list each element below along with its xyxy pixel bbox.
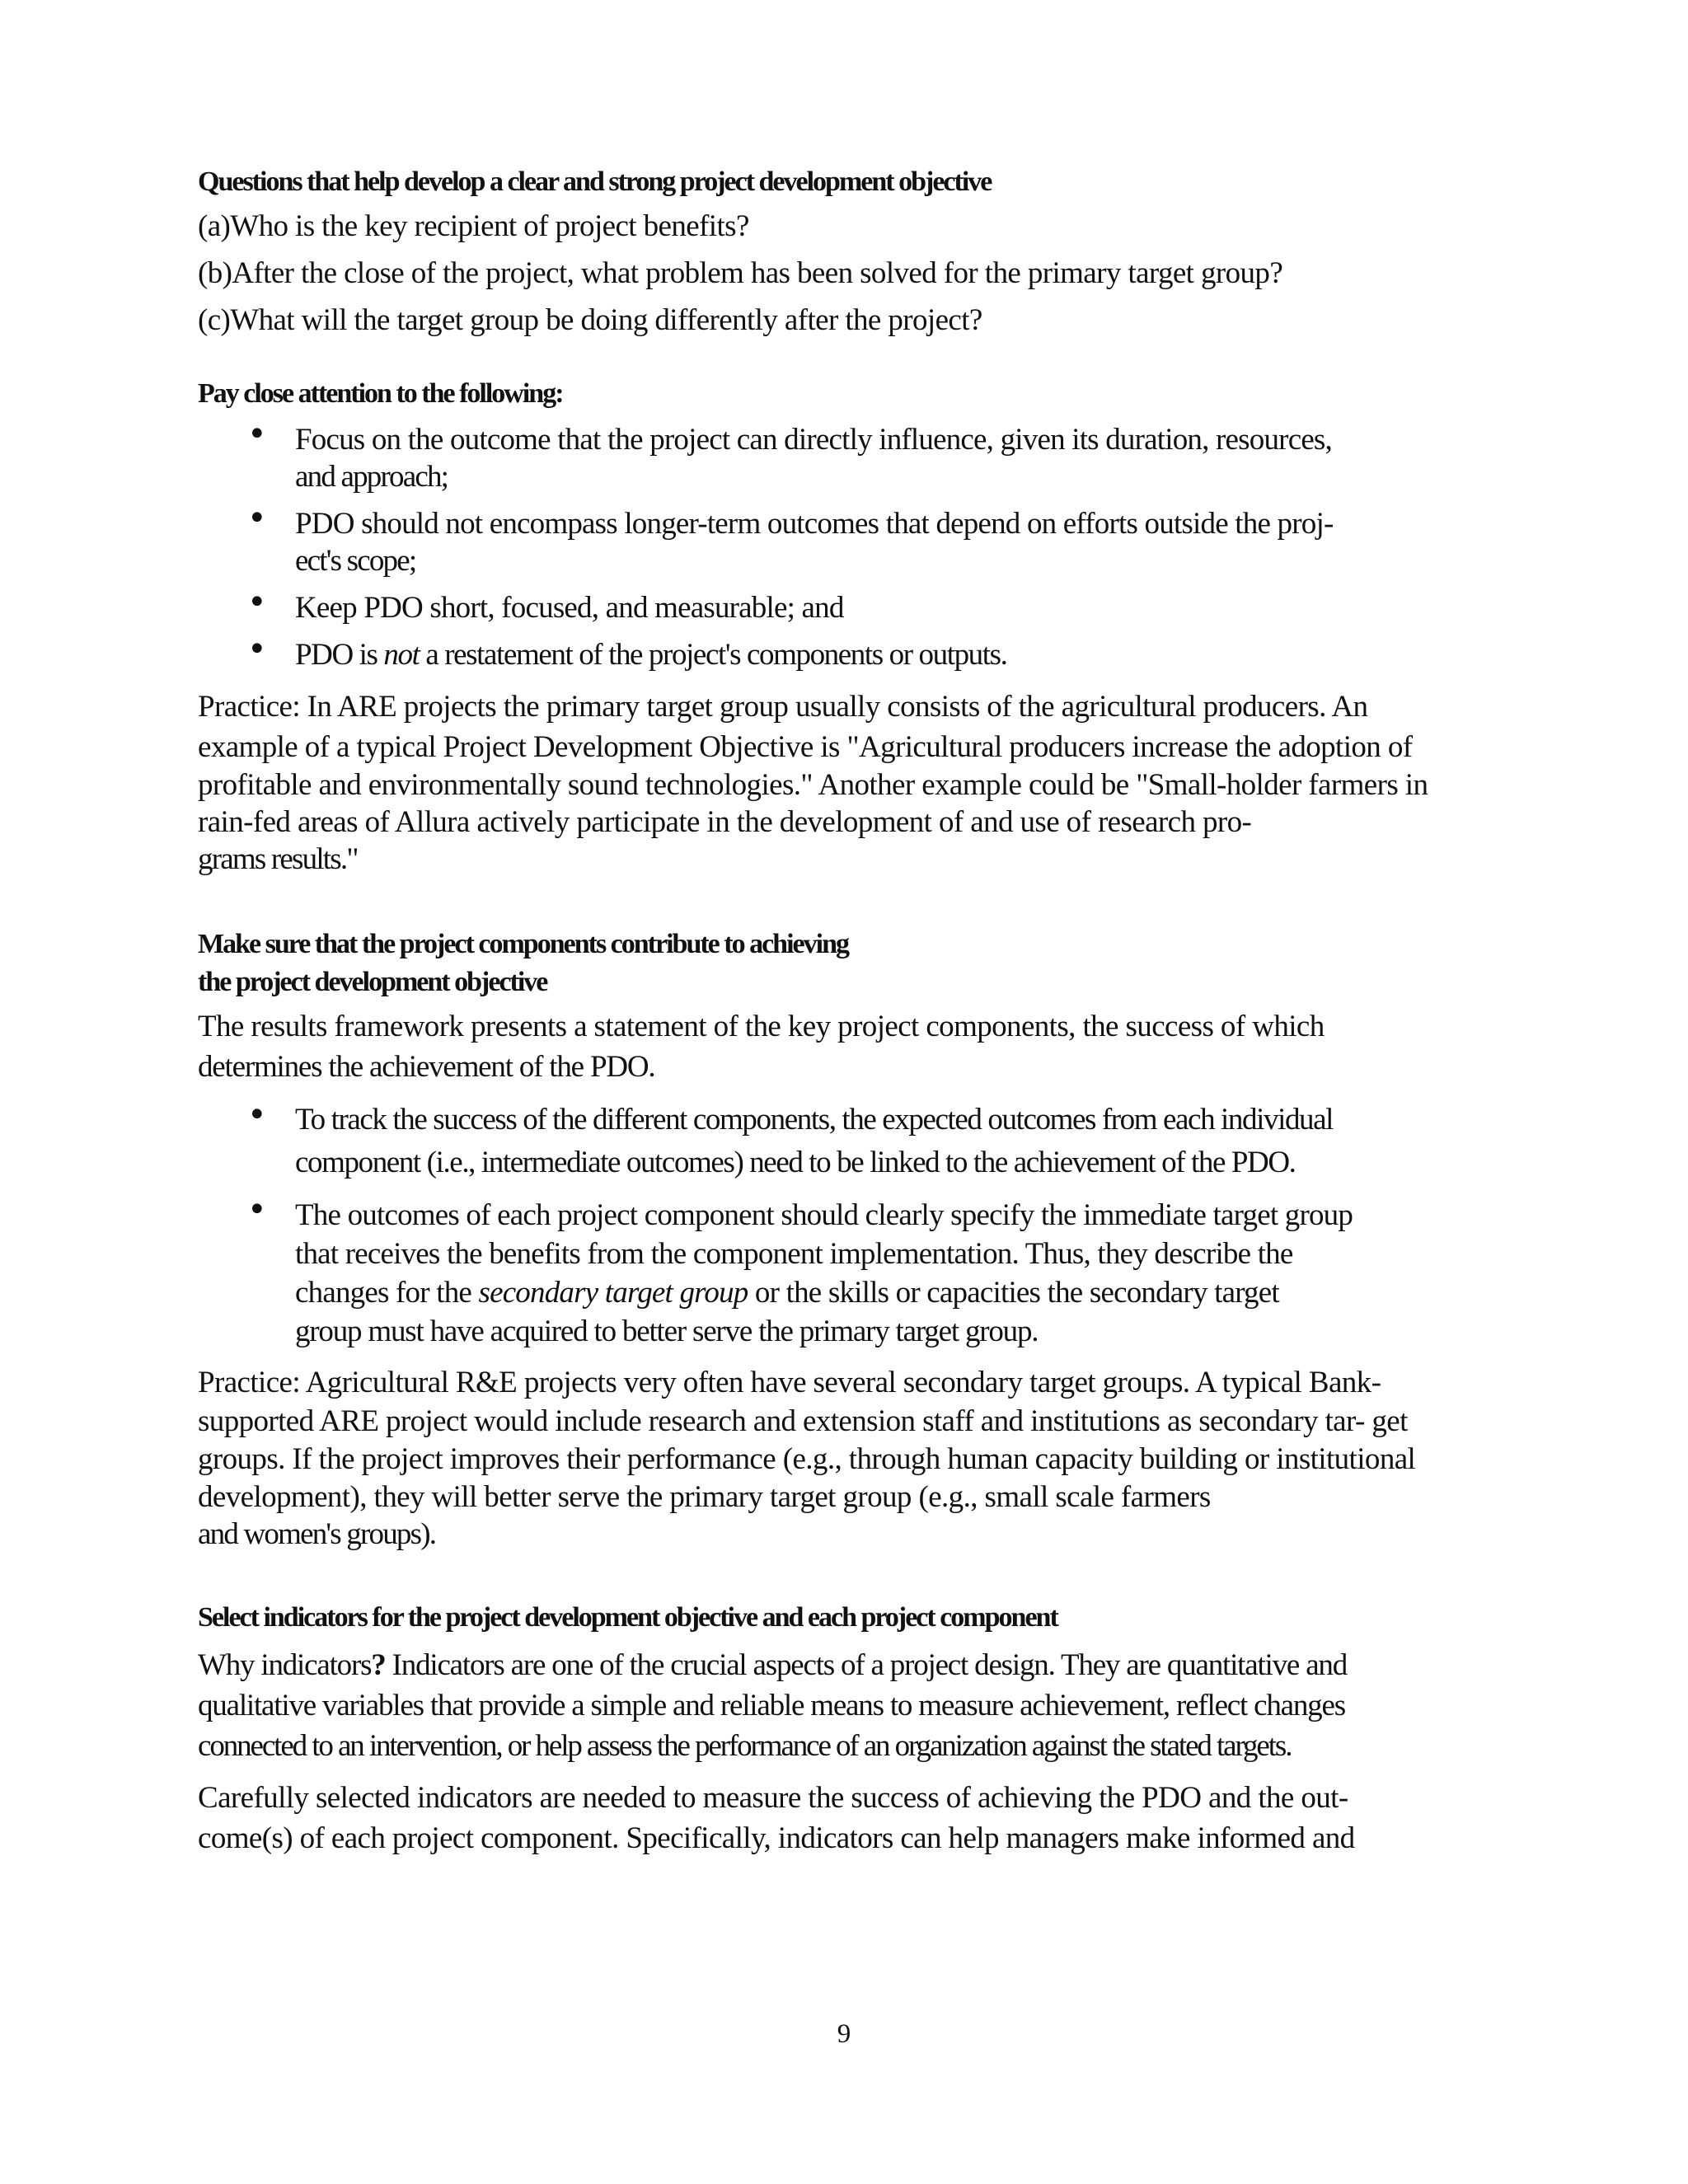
list-item [247,499,1500,579]
list-item [247,630,1500,673]
question-item: (a)Who is the key recipient of project benefits? [198,209,749,243]
section-heading: Make sure that the project components contribute to achieving [198,929,848,959]
list-item-text: a restatement of the project's components or outputs. [419,638,1007,672]
paragraph-text: Indicators are one of the crucial aspects of a project design. They are quantitative and [385,1648,1348,1682]
list-item-text: or the skills or capacities the secondary target [748,1276,1279,1310]
practice-line: Practice: Agricultural R&E projects very often have several secondary target groups. A typical Bank- [198,1366,1381,1399]
list-item-text: Focus on the outcome that the project can directly influence, given its duration, resources, [295,423,1332,457]
paragraph-text: Why indicators [198,1648,372,1682]
section-heading: the project development objective [198,967,547,997]
practice-line: grams results." [198,842,358,876]
bullet-icon: • [247,583,266,621]
paragraph-line: connected to an intervention, or help assess the performance of an organization against the stated targets. [198,1729,1292,1763]
list-item-text: changes for the [295,1276,479,1310]
bullet-icon: • [247,630,266,668]
paragraph-line: qualitative variables that provide a simple and reliable means to measure achievement, reflect changes [198,1689,1345,1722]
emphasis-text: secondary target group [478,1276,748,1310]
practice-line: rain-fed areas of Allura actively participate in the development of and use of research pro- [198,805,1252,839]
paragraph-line: come(s) of each project component. Specifically, indicators can help managers make informed and [198,1821,1355,1855]
list-item [247,583,1500,626]
practice-line: groups. If the project improves their performance (e.g., through human capacity building or institutional [198,1442,1416,1476]
practice-line: Practice: In ARE projects the primary target group usually consists of the agricultural producers. An [198,690,1368,724]
list-item-text: The outcomes of each project component should clearly specify the immediate target group [295,1198,1353,1232]
paragraph-line: Carefully selected indicators are needed to measure the success of achieving the PDO and the out- [198,1781,1348,1815]
bold-text: ? [371,1648,386,1682]
question-item: (c)What will the target group be doing differently after the project? [198,303,982,337]
emphasis-text: not [383,638,420,672]
practice-line: development), they will better serve the primary target group (e.g., small scale farmers [198,1480,1211,1514]
practice-line: example of a typical Project Development Objective is "Agricultural producers increase the adoption of [198,730,1413,764]
bullet-list [198,1096,1500,1351]
section-heading: Select indicators for the project development objective and each project component [198,1602,1057,1633]
list-item-text: Keep PDO short, focused, and measurable; and [295,591,844,625]
list-item [247,1191,1500,1351]
bullet-icon: • [247,1096,266,1134]
list-item-text: that receives the benefits from the component implementation. Thus, they describe the [295,1237,1293,1271]
section-heading: Pay close attention to the following: [198,378,563,409]
list-item-text: and approach; [295,460,448,494]
practice-line: profitable and environmentally sound technologies." Another example could be "Small-holder farmers in [198,768,1428,802]
list-item-text: PDO is [295,638,384,672]
practice-line: and women's groups). [198,1517,436,1551]
practice-line: supported ARE project would include research and extension staff and institutions as secondary tar- get [198,1404,1408,1438]
list-item [247,1096,1500,1184]
bullet-icon: • [247,1191,266,1229]
list-item-text: ect's scope; [295,544,416,578]
list-item-text: group must have acquired to better serve the primary target group. [295,1315,1039,1348]
bullet-icon: • [247,415,266,453]
question-item: (b)After the close of the project, what problem has been solved for the primary target group? [198,256,1283,290]
paragraph-line [198,1645,1500,1685]
page-number: 9 [837,2019,851,2049]
bullet-list [198,415,1500,673]
bullet-icon: • [247,499,266,537]
list-item-text: component (i.e., intermediate outcomes) need to be linked to the achievement of the PDO. [295,1146,1296,1179]
paragraph-line: The results framework presents a statement of the key project components, the success of which [198,1010,1325,1043]
list-item-text: PDO should not encompass longer-term outcomes that depend on efforts outside the proj- [295,507,1334,541]
list-item-text: To track the success of the different components, the expected outcomes from each individual [295,1103,1334,1137]
section-heading: Questions that help develop a clear and strong project development objective [198,166,992,197]
paragraph-line: determines the achievement of the PDO. [198,1050,655,1084]
page-content [198,163,1500,1858]
list-item [247,415,1500,495]
